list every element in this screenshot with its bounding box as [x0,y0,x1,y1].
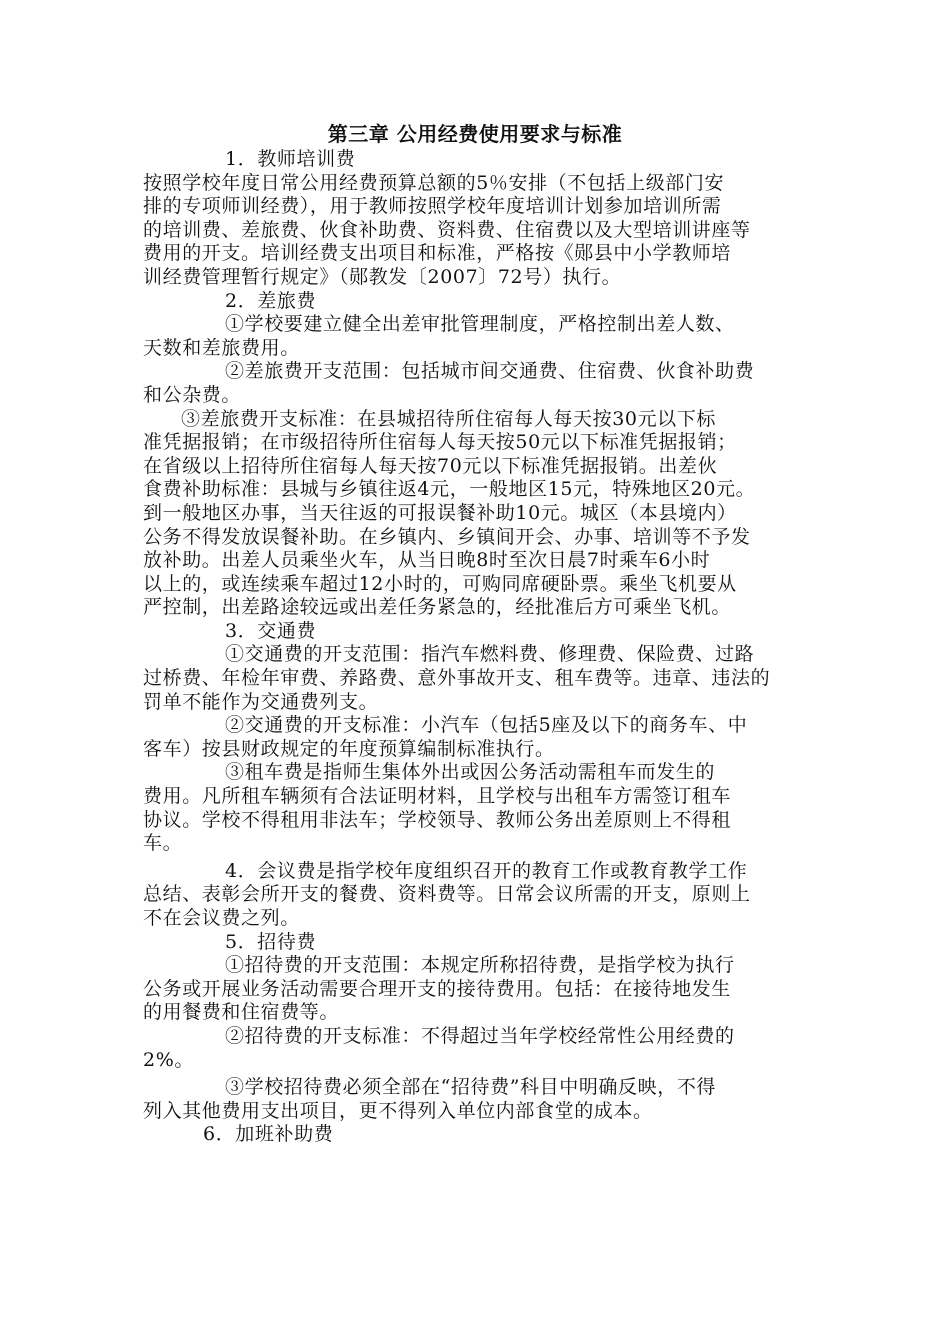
text-line: 2%。 [143,1048,194,1071]
text-line: 的培训费、差旅费、伙食补助费、资料费、住宿费以及大型培训讲座等 [143,218,751,241]
text-line: ③差旅费开支标准：在县城招待所住宿每人每天按30元以下标 [181,407,716,430]
text-line: 排的专项师训经费），用于教师按照学校年度培训计划参加培训所需 [143,195,722,218]
text-line: ②招待费的开支标准：不得超过当年学校经常性公用经费的 [225,1024,735,1047]
text-line: ①招待费的开支范围：本规定所称招待费，是指学校为执行 [225,954,735,977]
text-line: 准凭据报销；在市级招待所住宿每人每天按50元以下标准凭据报销； [143,431,737,454]
text-line: 天数和差旅费用。 [143,336,300,359]
text-line: 的用餐费和住宿费等。 [143,1001,340,1024]
text-line: 和公杂费。 [143,383,242,406]
section-heading-transport: 3．交通费 [225,619,317,642]
text-line: 总结、表彰会所开支的餐费、资料费等。日常会议所需的开支，原则上 [143,883,751,906]
text-line: ①学校要建立健全出差审批管理制度，严格控制出差人数、 [225,313,735,336]
section-heading-overtime: 6．加班补助费 [203,1123,334,1146]
text-line: 按照学校年度日常公用经费预算总额的5％安排（不包括上级部门安 [143,171,725,194]
section-heading-meeting: 4．会议费是指学校年度组织召开的教育工作或教育教学工作 [225,859,748,882]
text-line: 费用。凡所租车辆须有合法证明材料，且学校与出租车方需签订租车 [143,785,732,808]
text-line: ③学校招待费必须全部在“招待费”科目中明确反映，不得 [225,1076,717,1099]
text-line: ②交通费的开支标准：小汽车（包括5座及以下的商务车、中 [225,714,748,737]
text-line: 到一般地区办事，当天往返的可报误餐补助10元。城区（本县境内） [143,501,737,524]
section-heading-teacher-training: 1．教师培训费 [225,148,356,170]
text-line: 列入其他费用支出项目，更不得列入单位内部食堂的成本。 [143,1099,653,1122]
text-line: 公务不得发放误餐补助。在乡镇内、乡镇间开会、办事、培训等不予发 [143,525,751,548]
text-line: 协议。学校不得租用非法车；学校领导、教师公务出差原则上不得租 [143,808,732,831]
text-line: 食费补助标准：县城与乡镇往返4元，一般地区15元，特殊地区20元。 [143,478,756,501]
text-line: 费用的开支。培训经费支出项目和标准，严格按《郧县中小学教师培 [143,242,732,265]
text-line: 以上的，或连续乘车超过12小时的，可购同席硬卧票。乘坐飞机要从 [143,572,737,595]
section-heading-travel: 2．差旅费 [225,289,317,312]
text-line: ①交通费的开支范围：指汽车燃料费、修理费、保险费、过路 [225,643,755,666]
text-line: 罚单不能作为交通费列支。 [143,690,379,713]
text-line: ②差旅费开支范围：包括城市间交通费、住宿费、伙食补助费 [225,360,755,383]
document-body [143,148,823,1147]
text-line: ③租车费是指师生集体外出或因公务活动需租车而发生的 [225,761,716,784]
text-line: 客车）按县财政规定的年度预算编制标准执行。 [143,737,555,760]
text-line: 在省级以上招待所住宿每人每天按70元以下标准凭据报销。出差伙 [143,454,718,477]
text-line: 不在会议费之列。 [143,907,300,929]
section-heading-hospitality: 5．招待费 [225,930,317,953]
text-line: 放补助。出差人员乘坐火车，从当日晚8时至次日晨7时乘车6小时 [143,549,711,572]
page-title: 第三章 公用经费使用要求与标准 [327,122,623,146]
text-line: 训经费管理暂行规定》（郧教发〔2007〕72号）执行。 [143,265,622,288]
text-line: 车。 [143,832,183,855]
text-line: 严控制，出差路途较远或出差任务紧急的，经批准后方可乘坐飞机。 [143,596,732,619]
text-line: 公务或开展业务活动需要合理开支的接待费用。包括：在接待地发生 [143,977,732,1000]
text-line: 过桥费、年检年审费、养路费、意外事故开支、租车费等。违章、违法的 [143,667,771,690]
